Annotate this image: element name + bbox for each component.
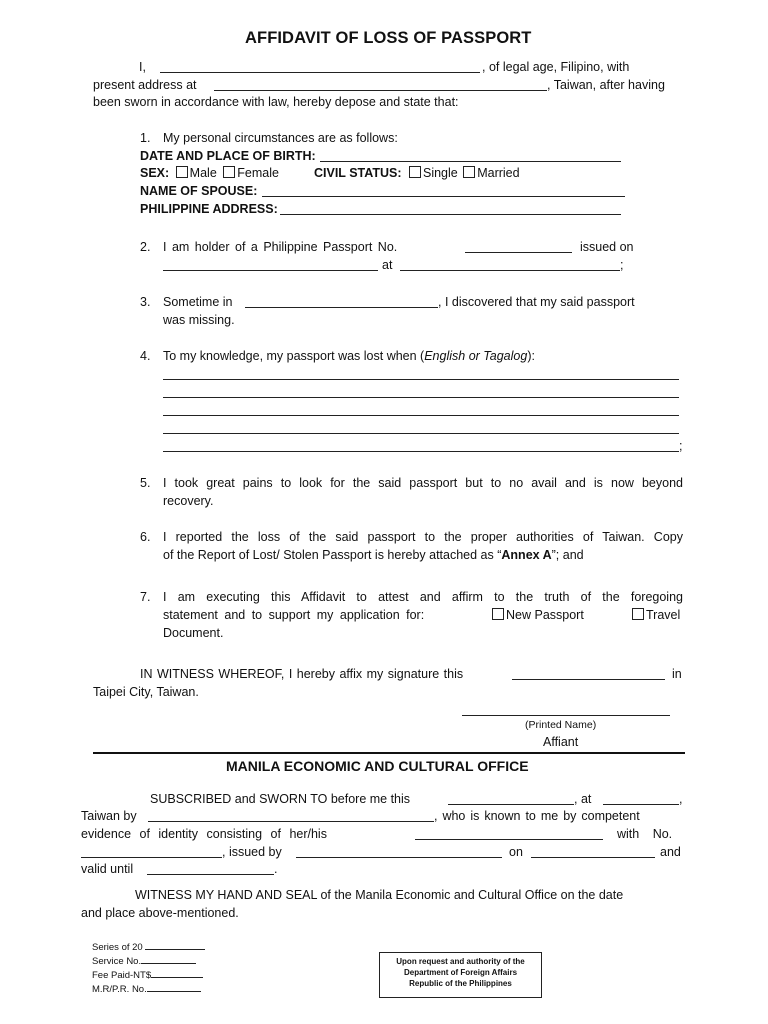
id-type-blank[interactable]	[415, 839, 603, 840]
explanation-line-2[interactable]	[163, 397, 679, 398]
item4-language: English or Tagalog	[424, 349, 528, 363]
item6-line2a: of the Report of Lost/ Stolen Passport is hereby attached as “	[163, 548, 502, 562]
known-text: , who is known to me by competent	[434, 809, 640, 823]
stamp-line1: Upon request and authority of the	[396, 957, 525, 966]
explanation-line-1[interactable]	[163, 379, 679, 380]
signature-line[interactable]	[462, 715, 670, 716]
new-passport-checkbox[interactable]	[492, 608, 504, 620]
service-label: Service No.	[92, 956, 142, 967]
intro-taiwan: , Taiwan, after having	[547, 78, 665, 92]
item3-sometime: Sometime in	[163, 295, 233, 309]
date-missing-blank[interactable]	[245, 307, 438, 308]
valid-until-blank[interactable]	[147, 874, 274, 875]
office-title: MANILA ECONOMIC AND CULTURAL OFFICE	[226, 758, 529, 774]
on-text: on	[509, 845, 523, 859]
item3-number: 3.	[140, 295, 151, 309]
mr-blank[interactable]	[147, 980, 201, 992]
service-blank[interactable]	[141, 952, 196, 964]
item2-semicolon: ;	[620, 258, 624, 272]
with-no-text: with No.	[617, 827, 673, 841]
item4-semicolon: ;	[679, 439, 683, 453]
item4-close: ):	[527, 349, 535, 363]
fee-blank[interactable]	[151, 966, 203, 978]
civil-status-row	[314, 166, 520, 180]
item6-line2b: ”; and	[551, 548, 584, 562]
married-label: Married	[477, 166, 520, 180]
item2-issued-on: issued on	[580, 240, 634, 254]
single-checkbox[interactable]	[409, 166, 421, 178]
intro-i: I,	[139, 60, 146, 74]
item3-missing: was missing.	[163, 313, 235, 327]
single-label: Single	[422, 166, 458, 180]
footer-mr	[92, 980, 201, 997]
new-passport-label: New Passport	[506, 608, 584, 622]
affiant-label: Affiant	[543, 735, 579, 749]
fee-label: Fee Paid-NT$	[92, 970, 152, 981]
male-label: Male	[189, 166, 217, 180]
male-checkbox[interactable]	[176, 166, 188, 178]
intro-sworn: been sworn in accordance with law, hereby depose and state that:	[93, 95, 459, 109]
authority-stamp-box	[379, 952, 542, 998]
intro-legal-age: , of legal age, Filipino, with	[482, 60, 630, 74]
address-blank[interactable]	[214, 90, 547, 91]
item6-line1: I reported the loss of the said passport to the proper authorities of Taiwan. Copy	[163, 530, 683, 544]
female-checkbox[interactable]	[223, 166, 235, 178]
item5-line2: recovery.	[163, 494, 214, 508]
subscribed-place-blank[interactable]	[603, 804, 679, 805]
id-number-blank[interactable]	[81, 857, 222, 858]
annex-a: Annex A	[501, 548, 552, 562]
witness-hand-line2: and place above-mentioned.	[81, 906, 239, 920]
spouse-label: NAME OF SPOUSE:	[140, 184, 258, 198]
ph-address-blank[interactable]	[280, 214, 621, 215]
item7-line1: I am executing this Affidavit to attest and affirm to the truth of the foregoing	[163, 590, 683, 604]
married-checkbox[interactable]	[463, 166, 475, 178]
series-blank[interactable]	[145, 938, 205, 950]
signature-date-blank[interactable]	[512, 679, 665, 680]
mr-label: M.R/P.R. No.	[92, 984, 147, 995]
female-label: Female	[237, 166, 279, 180]
sex-row	[140, 166, 279, 180]
item4-text: To my knowledge, my passport was lost when (	[163, 349, 425, 363]
new-passport-option	[492, 608, 584, 622]
travel-label: Travel	[646, 608, 681, 622]
item6-line2	[163, 548, 584, 562]
item6-number: 6.	[140, 530, 151, 544]
item4-number: 4.	[140, 349, 151, 363]
subscribed-date-blank[interactable]	[448, 804, 574, 805]
item1-text: My personal circumstances are as follows:	[163, 131, 398, 145]
id-issue-date-blank[interactable]	[531, 857, 655, 858]
item7-document: Document.	[163, 626, 224, 640]
item2-number: 2.	[140, 240, 151, 254]
sex-label: SEX:	[140, 166, 170, 180]
travel-document-checkbox[interactable]	[632, 608, 644, 620]
section-divider	[93, 752, 685, 754]
valid-until-text: valid until	[81, 862, 134, 876]
issue-place-blank[interactable]	[400, 270, 620, 271]
stamp-line2: Department of Foreign Affairs	[403, 968, 518, 977]
subscribed-text: SUBSCRIBED and SWORN TO before me this	[150, 792, 411, 806]
item4-text-row	[163, 349, 535, 363]
dob-blank[interactable]	[320, 161, 621, 162]
witness-line1a: IN WITNESS WHEREOF, I hereby affix my signature this	[140, 667, 464, 681]
issue-date-blank[interactable]	[163, 270, 378, 271]
series-label: Series of 20	[92, 942, 143, 953]
and-text: and	[660, 845, 681, 859]
ph-address-label: PHILIPPINE ADDRESS:	[140, 202, 278, 216]
issuer-blank[interactable]	[296, 857, 502, 858]
travel-document-option	[632, 608, 680, 622]
explanation-line-5[interactable]	[163, 451, 679, 452]
affiant-name-blank[interactable]	[148, 821, 434, 822]
evidence-text: evidence of identity consisting of her/his	[81, 827, 327, 841]
intro-present-address: present address at	[93, 78, 197, 92]
witness-hand-line1: WITNESS MY HAND AND SEAL of the Manila Economic and Cultural Office on the date	[135, 888, 624, 902]
subscribed-comma: ,	[679, 792, 683, 806]
civil-status-label: CIVIL STATUS:	[314, 166, 402, 180]
stamp-line3: Republic of the Philippines	[409, 979, 512, 988]
document-title: AFFIDAVIT OF LOSS OF PASSPORT	[245, 29, 532, 47]
item5-number: 5.	[140, 476, 151, 490]
name-blank[interactable]	[160, 72, 480, 73]
item5-line1: I took great pains to look for the said passport but to no avail and is now beyond	[163, 476, 683, 490]
valid-until-period: .	[274, 862, 278, 876]
issued-by-text: , issued by	[222, 845, 282, 859]
printed-name-label: (Printed Name)	[525, 719, 597, 731]
passport-no-blank[interactable]	[465, 252, 572, 253]
explanation-line-3[interactable]	[163, 415, 679, 416]
spouse-blank[interactable]	[262, 196, 625, 197]
item1-number: 1.	[140, 131, 151, 145]
explanation-line-4[interactable]	[163, 433, 679, 434]
item3-discovered: , I discovered that my said passport	[438, 295, 635, 309]
subscribed-at: , at	[574, 792, 592, 806]
witness-in: in	[672, 667, 682, 681]
item2-holder: I am holder of a Philippine Passport No.	[163, 240, 398, 254]
item7-line2: statement and to support my application for:	[163, 608, 425, 622]
dob-label: DATE AND PLACE OF BIRTH:	[140, 149, 316, 163]
item7-number: 7.	[140, 590, 151, 604]
taiwan-by: Taiwan by	[81, 809, 137, 823]
item2-at: at	[382, 258, 393, 272]
witness-line2: Taipei City, Taiwan.	[93, 685, 199, 699]
